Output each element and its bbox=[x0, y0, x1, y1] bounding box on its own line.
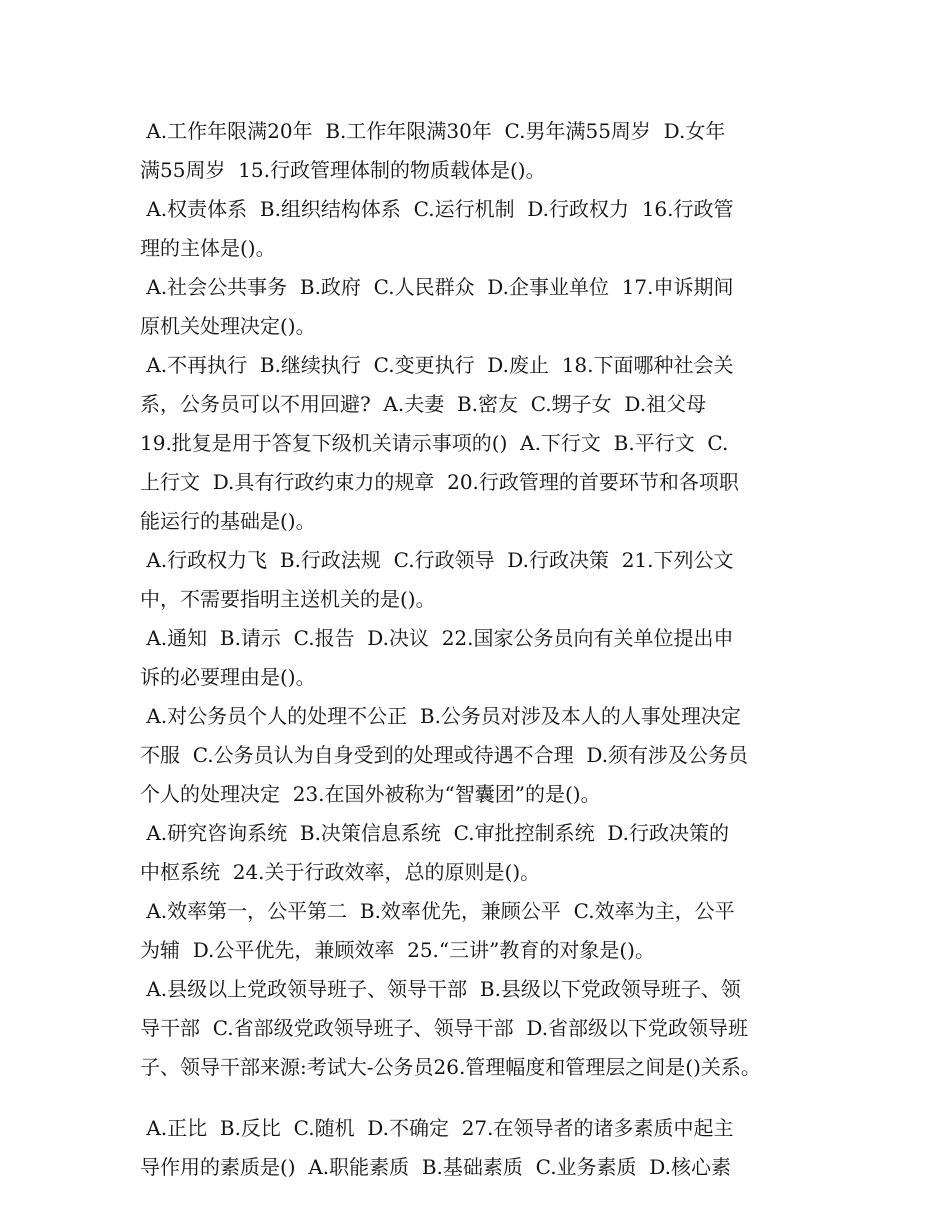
text-line: 原机关处理决定()。 bbox=[140, 314, 316, 338]
text-line: A.效率第一，公平第二 B.效率优先，兼顾公平 C.效率为主，公平 bbox=[140, 899, 735, 923]
text-line: A.研究咨询系统 B.决策信息系统 C.审批控制系统 D.行政决策的 bbox=[140, 821, 729, 845]
text-line: 系，公务员可以不用回避? A.夫妻 B.密友 C.甥子女 D.祖父母 bbox=[140, 392, 707, 416]
text-line: 导干部 C.省部级党政领导班子、领导干部 D.省部级以下党政领导班 bbox=[140, 1016, 749, 1040]
text-line: 上行文 D.具有行政约束力的规章 20.行政管理的首要环节和各项职 bbox=[140, 470, 739, 494]
text-line: 中枢系统 24.关于行政效率，总的原则是()。 bbox=[140, 860, 541, 884]
text-line: A.权责体系 B.组织结构体系 C.运行机制 D.行政权力 16.行政管 bbox=[140, 197, 734, 221]
text-line: A.社会公共事务 B.政府 C.人民群众 D.企事业单位 17.申诉期间 bbox=[140, 275, 734, 299]
text-line: 导作用的素质是() A.职能素质 B.基础素质 C.业务素质 D.核心素 bbox=[140, 1155, 731, 1179]
text-line: 为辅 D.公平优先，兼顾效率 25.“三讲”教育的对象是()。 bbox=[140, 938, 655, 962]
text-line: 理的主体是()。 bbox=[140, 236, 276, 260]
text-line: 满55周岁 15.行政管理体制的物质载体是()。 bbox=[140, 158, 546, 182]
document-body bbox=[140, 112, 812, 1187]
text-line: A.通知 B.请示 C.报告 D.决议 22.国家公务员向有关单位提出申 bbox=[140, 626, 734, 650]
text-line: 子、领导干部来源:考试大-公务员26.管理幅度和管理层之间是()关系。 bbox=[140, 1055, 761, 1079]
text-line: 能运行的基础是()。 bbox=[140, 509, 316, 533]
text-line: 19.批复是用于答复下级机关请示事项的() A.下行文 B.平行文 C. bbox=[140, 431, 729, 455]
text-line: A.不再执行 B.继续执行 C.变更执行 D.废止 18.下面哪种社会关 bbox=[140, 353, 734, 377]
text-line: A.县级以上党政领导班子、领导干部 B.县级以下党政领导班子、领 bbox=[140, 977, 741, 1001]
text-line: A.工作年限满20年 B.工作年限满30年 C.男年满55周岁 D.女年 bbox=[140, 119, 726, 143]
text-line: 不服 C.公务员认为自身受到的处理或待遇不合理 D.须有涉及公务员 bbox=[140, 743, 749, 767]
text-line: 个人的处理决定 23.在国外被称为“智囊团”的是()。 bbox=[140, 782, 601, 806]
text-line: 中，不需要指明主送机关的是()。 bbox=[140, 587, 436, 611]
text-line: A.正比 B.反比 C.随机 D.不确定 27.在领导者的诸多素质中起主 bbox=[140, 1116, 734, 1140]
text-line: 诉的必要理由是()。 bbox=[140, 665, 316, 689]
text-line: A.对公务员个人的处理不公正 B.公务员对涉及本人的人事处理决定 bbox=[140, 704, 741, 728]
text-line: A.行政权力飞 B.行政法规 C.行政领导 D.行政决策 21.下列公文 bbox=[140, 548, 734, 572]
